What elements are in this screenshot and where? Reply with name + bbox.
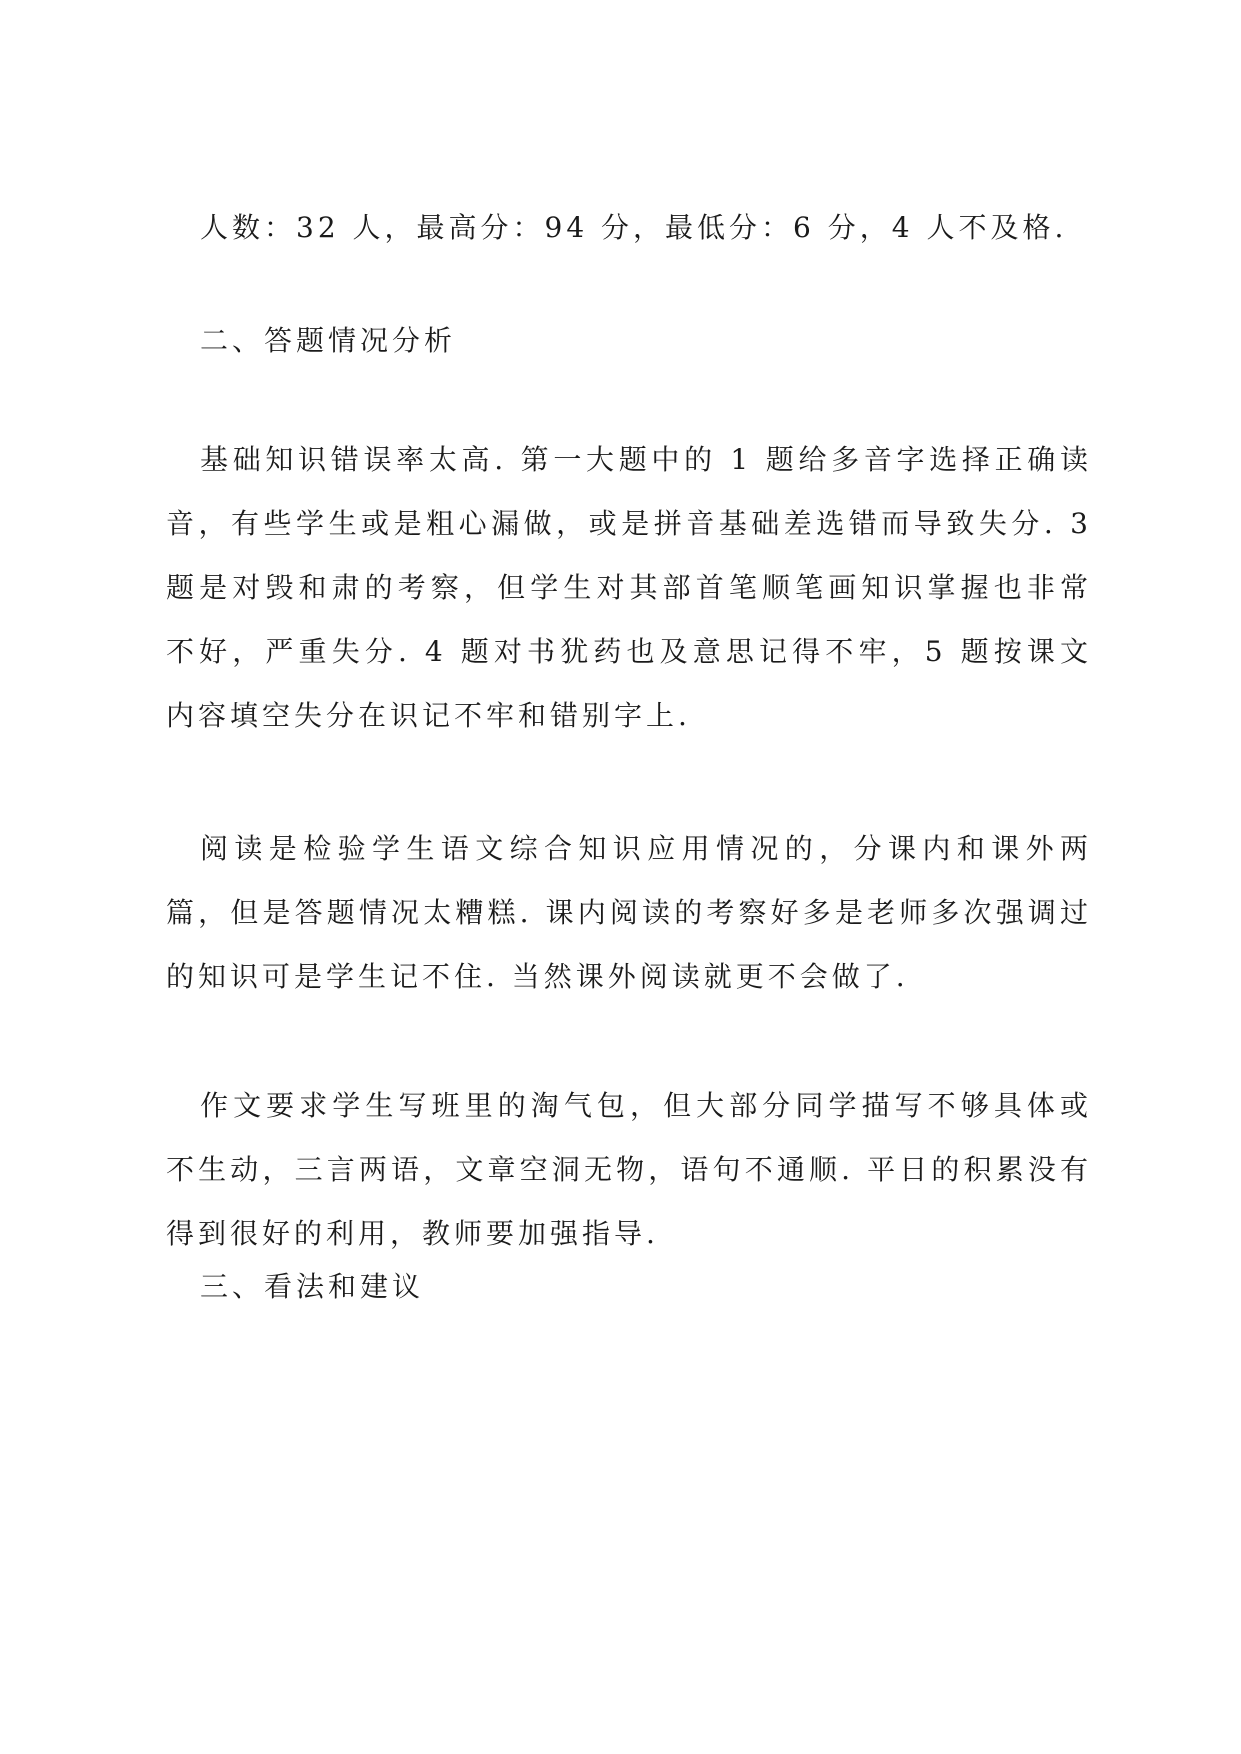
section-heading-suggestions: 三、看法和建议: [200, 1270, 425, 1303]
paragraph-composition: 作文要求学生写班里的淘气包，但大部分同学描写不够具体或不生动，三言两语，文章空洞无物，语句不通顺. 平日的积累没有得到很好的利用，教师要加强指导.: [166, 1089, 1092, 1250]
paragraph-basic-knowledge: 基础知识错误率太高. 第一大题中的 1 题给多音字选择正确读音，有些学生或是粗心漏做，或是拼音基础差选错而导致失分. 3 题是对毁和肃的考察，但学生对其部首笔顺笔画知识掌握也非常不好，严重失分. 4 题对书犹药也及意思记得不牢，5 题按课文内容填空失分在识记不牢和错别字上.: [166, 443, 1092, 732]
stats-line: 人数：32 人，最高分：94 分，最低分：6 分，4 人不及格.: [200, 211, 1068, 244]
section-heading-analysis: 二、答题情况分析: [200, 324, 457, 357]
paragraph-reading: 阅读是检验学生语文综合知识应用情况的，分课内和课外两篇，但是答题情况太糟糕. 课内阅读的考察好多是老师多次强调过的知识可是学生记不住. 当然课外阅读就更不会做了.: [166, 832, 1092, 993]
